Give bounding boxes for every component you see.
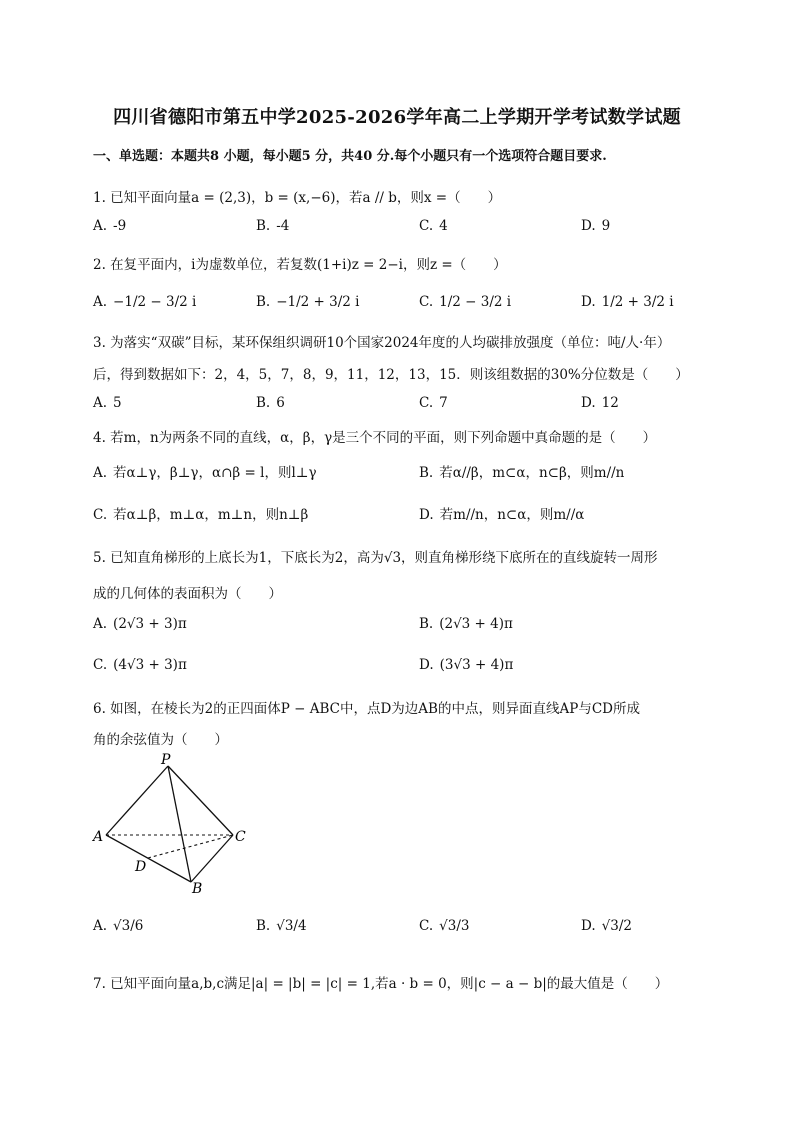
- option-value: 1/2 − 3/2 i: [439, 294, 512, 310]
- option-c[interactable]: [419, 294, 511, 310]
- option-letter: D.: [581, 294, 596, 310]
- option-letter: D.: [581, 218, 596, 234]
- option-d[interactable]: [581, 918, 632, 934]
- option-value: 1/2 + 3/2 i: [601, 294, 674, 310]
- edge-pb: [168, 766, 191, 882]
- option-letter: A.: [93, 465, 108, 481]
- question-4-options-row-1: [93, 461, 733, 501]
- option-letter: B.: [419, 465, 434, 481]
- question-2-options: [93, 294, 733, 334]
- option-value: (2√3 + 3)π: [113, 616, 187, 632]
- option-letter: C.: [419, 218, 434, 234]
- option-letter: C.: [93, 507, 108, 523]
- option-letter: C.: [419, 294, 434, 310]
- option-value: (3√3 + 4)π: [439, 657, 514, 673]
- edge-pc: [168, 766, 233, 835]
- option-c[interactable]: [419, 395, 448, 411]
- question-6-stem-line-1: 6. 如图，在棱长为2的正四面体P − ABC中，点D为边AB的中点，则异面直线AP与CD所成: [93, 701, 640, 717]
- question-5-options-row-1: [93, 616, 733, 656]
- option-b[interactable]: [256, 918, 307, 934]
- segment-cd-hidden: [148, 835, 233, 858]
- option-letter: A.: [93, 218, 108, 234]
- label-b: B: [192, 881, 203, 895]
- option-a[interactable]: [93, 218, 126, 234]
- section-heading: 一、单选题：本题共8 小题，每小题5 分，共40 分.每个小题只有一个选项符合题目要求.: [93, 149, 607, 164]
- option-value: −1/2 − 3/2 i: [113, 294, 197, 310]
- option-value: √3/2: [601, 918, 632, 934]
- question-1-stem: 1. 已知平面向量a = (2,3)，b = (x,−6)，若a // b，则x =（ ）: [93, 190, 502, 206]
- option-letter: B.: [256, 395, 271, 411]
- option-a[interactable]: [93, 294, 196, 310]
- label-d: D: [135, 859, 147, 875]
- edge-ab: [106, 835, 191, 882]
- option-value: √3/4: [276, 918, 307, 934]
- option-value: 5: [113, 395, 122, 411]
- option-d[interactable]: [581, 218, 610, 234]
- option-d[interactable]: [419, 503, 584, 523]
- option-value: (4√3 + 3)π: [113, 657, 187, 673]
- option-value: −1/2 + 3/2 i: [276, 294, 360, 310]
- option-letter: C.: [93, 657, 108, 673]
- option-value: 9: [601, 218, 611, 234]
- label-p: P: [161, 752, 171, 768]
- option-c[interactable]: [93, 657, 187, 673]
- option-a[interactable]: [93, 461, 317, 481]
- option-letter: B.: [419, 616, 434, 632]
- question-3-stem-line-1: 3. 为落实“双碳”目标，某环保组织调研10个国家2024年度的人均碳排放强度（单位：吨/人·年）: [93, 335, 671, 351]
- option-d[interactable]: [419, 657, 513, 673]
- option-letter: B.: [256, 294, 271, 310]
- question-5-options-row-2: [93, 657, 733, 697]
- option-value: 6: [276, 395, 285, 411]
- option-letter: B.: [256, 218, 271, 234]
- option-d[interactable]: [581, 294, 674, 310]
- option-value: 7: [439, 395, 448, 411]
- option-letter: D.: [419, 657, 434, 673]
- option-letter: B.: [256, 918, 271, 934]
- option-letter: C.: [419, 918, 434, 934]
- option-b[interactable]: [256, 395, 285, 411]
- option-value: 12: [601, 395, 619, 411]
- option-letter: D.: [419, 507, 434, 523]
- edge-bc: [191, 835, 233, 882]
- option-value: -4: [276, 218, 290, 234]
- option-a[interactable]: [93, 395, 122, 411]
- question-6-stem-line-2: 角的余弦值为（ ）: [93, 732, 228, 748]
- option-value: 若α//β，m⊂α，n⊂β，则m//n: [439, 465, 625, 481]
- option-value: -9: [113, 218, 127, 234]
- question-2-stem: 2. 在复平面内，i为虚数单位，若复数(1+i)z = 2−i，则z =（ ）: [93, 257, 507, 273]
- question-6-options: [93, 918, 733, 958]
- option-b[interactable]: [419, 461, 624, 481]
- option-letter: D.: [581, 918, 596, 934]
- label-c: C: [235, 829, 246, 845]
- option-value: 若α⊥γ，β⊥γ，α∩β = l，则l⊥γ: [113, 465, 317, 481]
- option-value: (2√3 + 4)π: [439, 616, 513, 632]
- option-letter: C.: [419, 395, 434, 411]
- option-letter: A.: [93, 395, 108, 411]
- option-c[interactable]: [93, 503, 308, 523]
- option-a[interactable]: [93, 918, 143, 934]
- edge-pa: [106, 766, 168, 835]
- option-letter: A.: [93, 294, 108, 310]
- option-letter: A.: [93, 918, 108, 934]
- question-4-options-row-2: [93, 503, 733, 543]
- tetrahedron-figure: [85, 750, 265, 895]
- option-b[interactable]: [419, 616, 513, 632]
- option-d[interactable]: [581, 395, 619, 411]
- label-a: A: [93, 829, 104, 845]
- question-7-stem: 7. 已知平面向量a,b,c满足|a| = |b| = |c| = 1,若a · b = 0，则|c − a − b|的最大值是（ ）: [93, 976, 669, 992]
- option-a[interactable]: [93, 616, 187, 632]
- option-value: √3/3: [439, 918, 470, 934]
- option-c[interactable]: [419, 918, 469, 934]
- question-5-stem-line-2: 成的几何体的表面积为（ ）: [93, 586, 282, 602]
- question-4-stem: 4. 若m，n为两条不同的直线，α，β，γ是三个不同的平面，则下列命题中真命题的是（ ）: [93, 430, 657, 446]
- question-3-stem-line-2: 后，得到数据如下：2，4，5，7，8，9，11，12，13，15．则该组数据的30%分位数是（ ）: [93, 367, 689, 383]
- page-title: 四川省德阳市第五中学2025-2026学年高二上学期开学考试数学试题: [113, 107, 681, 128]
- option-value: √3/6: [113, 918, 144, 934]
- option-letter: A.: [93, 616, 108, 632]
- option-b[interactable]: [256, 218, 289, 234]
- option-letter: D.: [581, 395, 596, 411]
- option-c[interactable]: [419, 218, 448, 234]
- question-1-options: [93, 218, 733, 258]
- option-b[interactable]: [256, 294, 360, 310]
- option-value: 若α⊥β，m⊥α，m⊥n，则n⊥β: [113, 507, 309, 523]
- option-value: 4: [439, 218, 448, 234]
- option-value: 若m//n，n⊂α，则m//α: [439, 507, 585, 523]
- question-5-stem-line-1: 5. 已知直角梯形的上底长为1，下底长为2，高为√3，则直角梯形绕下底所在的直线旋转一周形: [93, 550, 658, 566]
